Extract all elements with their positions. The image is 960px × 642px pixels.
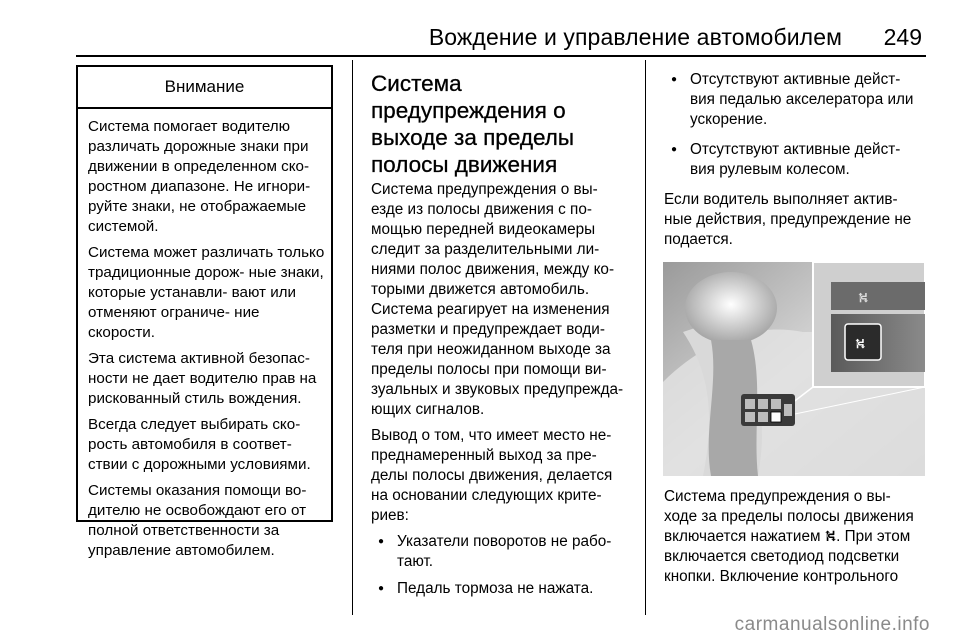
header-rule: [76, 55, 926, 57]
warning-paragraph: Системы оказания помощи во- дителю не освобождают его от полной ответственности за управление автомобилем.: [88, 482, 307, 559]
svg-text:⛕: ⛕: [858, 290, 869, 306]
warning-title: Внимание: [78, 67, 331, 109]
condition-item: ● Отсутствуют активные дейст- вия рулевым колесом.: [664, 140, 926, 180]
warning-paragraph: Система помогает водителю различать дорожные знаки при движении в определенном ско- ростном диапазоне. Не игнори- руйте знаки, не отображаемые системой.: [88, 118, 311, 235]
conditions-list-continued: [664, 70, 926, 180]
warning-box: [76, 65, 333, 559]
warning-body: [78, 109, 331, 561]
middle-column: [371, 70, 633, 606]
watermark: carmanualsonline.info: [734, 614, 930, 635]
activation-text: Система предупреждения о вы- ходе за пределы полосы движения включается нажатием ⛕. При этом включается светодиод подсветки кнопки. Включение контрольного: [664, 488, 914, 585]
condition-item: ● Педаль тормоза не нажата.: [371, 579, 633, 599]
conditions-intro: Вывод о том, что имеет место не- преднамеренный выход за пре- делы полосы движения, делается на основании следующих крите- риев:: [371, 427, 613, 524]
page-number: 249: [883, 24, 922, 50]
lane-departure-icon: ⛕: [855, 336, 866, 352]
warning-paragraph: Система может различать только традиционные дорож- ные знаки, которые устанавли- вают или отменяют ограниче- ние скорости.: [88, 244, 325, 341]
activation-text-block: [664, 487, 926, 587]
page-header: [0, 0, 960, 60]
warning-paragraph: Всегда следует выбирать ско- рость автомобиля в соответ- ствии с дорожными условиями.: [88, 416, 311, 473]
warning-paragraph: Эта система активной безопас- ности не дает водителю прав на рискованный стиль вождения.: [88, 350, 317, 407]
no-warning-note: Если водитель выполняет актив- ные действия, предупреждение не подается.: [664, 191, 912, 248]
condition-item: ● Отсутствуют активные дейст- вия педалью акселератора или ускорение.: [664, 70, 926, 130]
gear-knob: [685, 272, 777, 344]
section-intro: Система предупреждения о вы- езде из полосы движения с по- мощью передней видеокамеры следит за разделительными ли- ниями полос движения, между ко- торыми движется автомобиль. Система реагирует на изменения разметки и предупреждает води- теля при неожиданном выходе за пределы полосы при помощи ви- зуальных и звуковых предупрежда- ющих сигналов.: [371, 181, 624, 418]
column-divider-2: [645, 60, 646, 615]
right-column: [664, 70, 926, 286]
console-button-photo: [663, 262, 925, 476]
section-title: Система предупреждения о выходе за пределы полосы движения: [371, 71, 575, 177]
running-title: Вождение и управление автомобилем: [428, 24, 842, 50]
condition-item: ● Указатели поворотов не рабо- тают.: [371, 532, 633, 572]
column-divider-1: [352, 60, 353, 615]
conditions-list: [371, 532, 633, 599]
